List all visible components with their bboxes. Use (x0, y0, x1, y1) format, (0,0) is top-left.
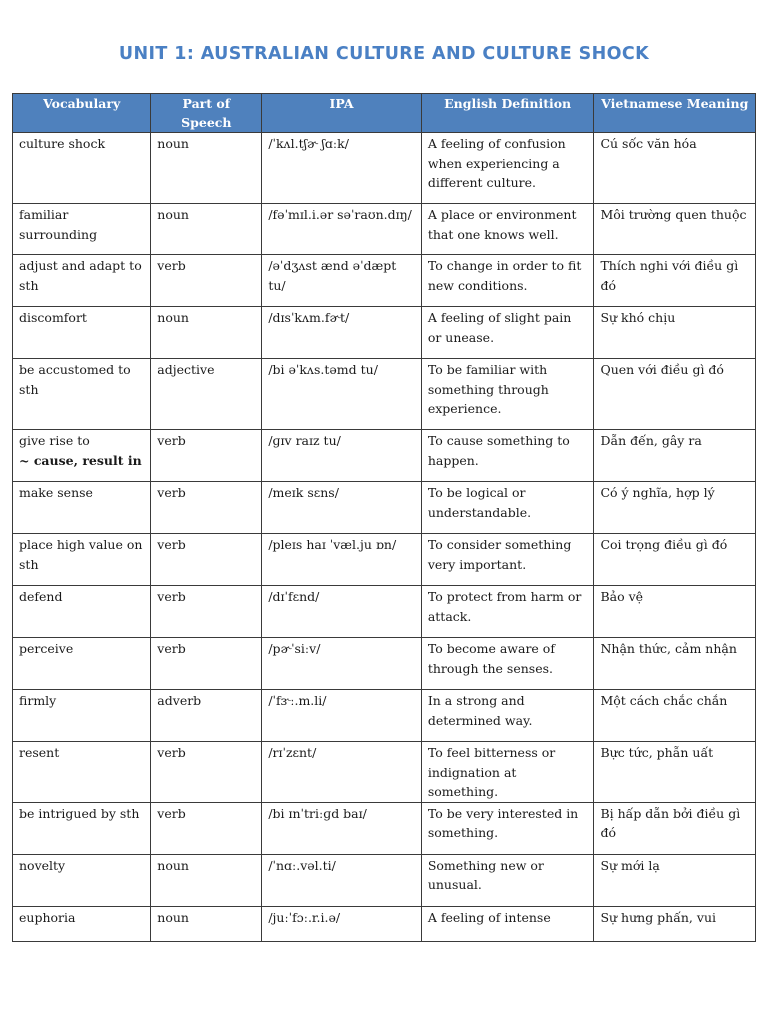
cell-word: defend (13, 586, 151, 638)
cell-ipa: /pleɪs haɪ ˈvæl.ju ɒn/ (262, 534, 422, 586)
cell-pos: verb (151, 482, 262, 534)
cell-pos: verb (151, 802, 262, 854)
header-vocabulary: Vocabulary (13, 94, 151, 133)
cell-word: familiar surrounding (13, 204, 151, 255)
cell-vietnamese: Bảo vệ (594, 586, 756, 638)
page-title: UNIT 1: AUSTRALIAN CULTURE AND CULTURE SHOCK (118, 44, 650, 64)
cell-vietnamese: Cú sốc văn hóa (594, 133, 756, 204)
cell-ipa: /fəˈmɪl.i.ər səˈraʊn.dɪŋ/ (262, 204, 422, 255)
cell-definition: A feeling of slight pain or unease. (421, 307, 594, 359)
cell-definition: In a strong and determined way. (421, 690, 594, 742)
table-row (13, 482, 756, 534)
table-row (13, 359, 756, 430)
table-row (13, 690, 756, 742)
word-text: give rise to (19, 433, 90, 448)
table-row (13, 307, 756, 359)
header-part-of-speech: Part of Speech (151, 94, 262, 133)
cell-vietnamese: Coi trọng điều gì đó (594, 534, 756, 586)
cell-vietnamese: Quen với điều gì đó (594, 359, 756, 430)
table-row (13, 204, 756, 255)
cell-definition: To feel bitterness or indignation at something. (421, 742, 594, 803)
cell-word: place high value on sth (13, 534, 151, 586)
cell-definition: To be familiar with something through experience. (421, 359, 594, 430)
table-row (13, 255, 756, 307)
cell-ipa: /bi ɪnˈtriːɡd baɪ/ (262, 802, 422, 854)
cell-ipa: /ˈnɑː.vəl.ti/ (262, 854, 422, 906)
cell-definition: Something new or unusual. (421, 854, 594, 906)
cell-vietnamese: Sự hưng phấn, vui (594, 906, 756, 941)
cell-ipa: /meɪk sɛns/ (262, 482, 422, 534)
header-english-definition: English Definition (421, 94, 594, 133)
cell-word: firmly (13, 690, 151, 742)
cell-ipa: /juːˈfɔː.r.i.ə/ (262, 906, 422, 941)
cell-vietnamese: Có ý nghĩa, hợp lý (594, 482, 756, 534)
cell-ipa: /dɪˈfɛnd/ (262, 586, 422, 638)
cell-vietnamese: Nhận thức, cảm nhận (594, 638, 756, 690)
table-row (13, 802, 756, 854)
cell-definition: A feeling of confusion when experiencing a different culture. (421, 133, 594, 204)
cell-vietnamese: Bị hấp dẫn bởi điều gì đó (594, 802, 756, 854)
cell-pos: verb (151, 534, 262, 586)
cell-definition: To protect from harm or attack. (421, 586, 594, 638)
table-row (13, 534, 756, 586)
table-row (13, 430, 756, 482)
cell-word: euphoria (13, 906, 151, 941)
cell-vietnamese: Dẫn đến, gây ra (594, 430, 756, 482)
table-header-row (13, 94, 756, 133)
table-row (13, 854, 756, 906)
cell-pos: adjective (151, 359, 262, 430)
cell-vietnamese: Bực tức, phẫn uất (594, 742, 756, 803)
cell-definition: To cause something to happen. (421, 430, 594, 482)
cell-ipa: /ɡɪv raɪz tu/ (262, 430, 422, 482)
cell-vietnamese: Sự mới lạ (594, 854, 756, 906)
cell-ipa: /əˈdʒʌst ænd əˈdæpt tu/ (262, 255, 422, 307)
cell-vietnamese: Một cách chắc chắn (594, 690, 756, 742)
cell-pos: noun (151, 133, 262, 204)
cell-ipa: /dɪsˈkʌm.fɚt/ (262, 307, 422, 359)
cell-vietnamese: Môi trường quen thuộc (594, 204, 756, 255)
cell-ipa: /rɪˈzɛnt/ (262, 742, 422, 803)
cell-pos: verb (151, 742, 262, 803)
cell-definition: A feeling of intense (421, 906, 594, 941)
cell-definition: To be very interested in something. (421, 802, 594, 854)
table-row (13, 638, 756, 690)
cell-definition: To be logical or understandable. (421, 482, 594, 534)
cell-word: resent (13, 742, 151, 803)
cell-word: culture shock (13, 133, 151, 204)
cell-definition: To change in order to fit new conditions. (421, 255, 594, 307)
cell-definition: To become aware of through the senses. (421, 638, 594, 690)
table-row (13, 742, 756, 803)
cell-word: novelty (13, 854, 151, 906)
cell-ipa: /bi əˈkʌs.təmd tu/ (262, 359, 422, 430)
cell-pos: noun (151, 906, 262, 941)
table-row (13, 906, 756, 941)
cell-word: perceive (13, 638, 151, 690)
cell-word: be accustomed to sth (13, 359, 151, 430)
header-vietnamese-meaning: Vietnamese Meaning (594, 94, 756, 133)
cell-vietnamese: Thích nghi với điều gì đó (594, 255, 756, 307)
cell-pos: verb (151, 255, 262, 307)
table-row (13, 133, 756, 204)
vocabulary-table (12, 93, 756, 942)
cell-vietnamese: Sự khó chịu (594, 307, 756, 359)
cell-ipa: /ˈfɝː.m.li/ (262, 690, 422, 742)
cell-pos: noun (151, 854, 262, 906)
cell-definition: A place or environment that one knows well. (421, 204, 594, 255)
cell-pos: noun (151, 307, 262, 359)
cell-pos: verb (151, 430, 262, 482)
cell-pos: verb (151, 638, 262, 690)
cell-pos: noun (151, 204, 262, 255)
cell-word: discomfort (13, 307, 151, 359)
cell-ipa: /pɚˈsiːv/ (262, 638, 422, 690)
cell-definition: To consider something very important. (421, 534, 594, 586)
header-ipa: IPA (262, 94, 422, 133)
word-note: ~ cause, result in (19, 452, 142, 468)
cell-word (13, 430, 151, 482)
cell-pos: verb (151, 586, 262, 638)
cell-word: be intrigued by sth (13, 802, 151, 854)
cell-word: make sense (13, 482, 151, 534)
cell-word: adjust and adapt to sth (13, 255, 151, 307)
cell-ipa: /ˈkʌl.tʃɚ ʃɑːk/ (262, 133, 422, 204)
table-row (13, 586, 756, 638)
cell-pos: adverb (151, 690, 262, 742)
